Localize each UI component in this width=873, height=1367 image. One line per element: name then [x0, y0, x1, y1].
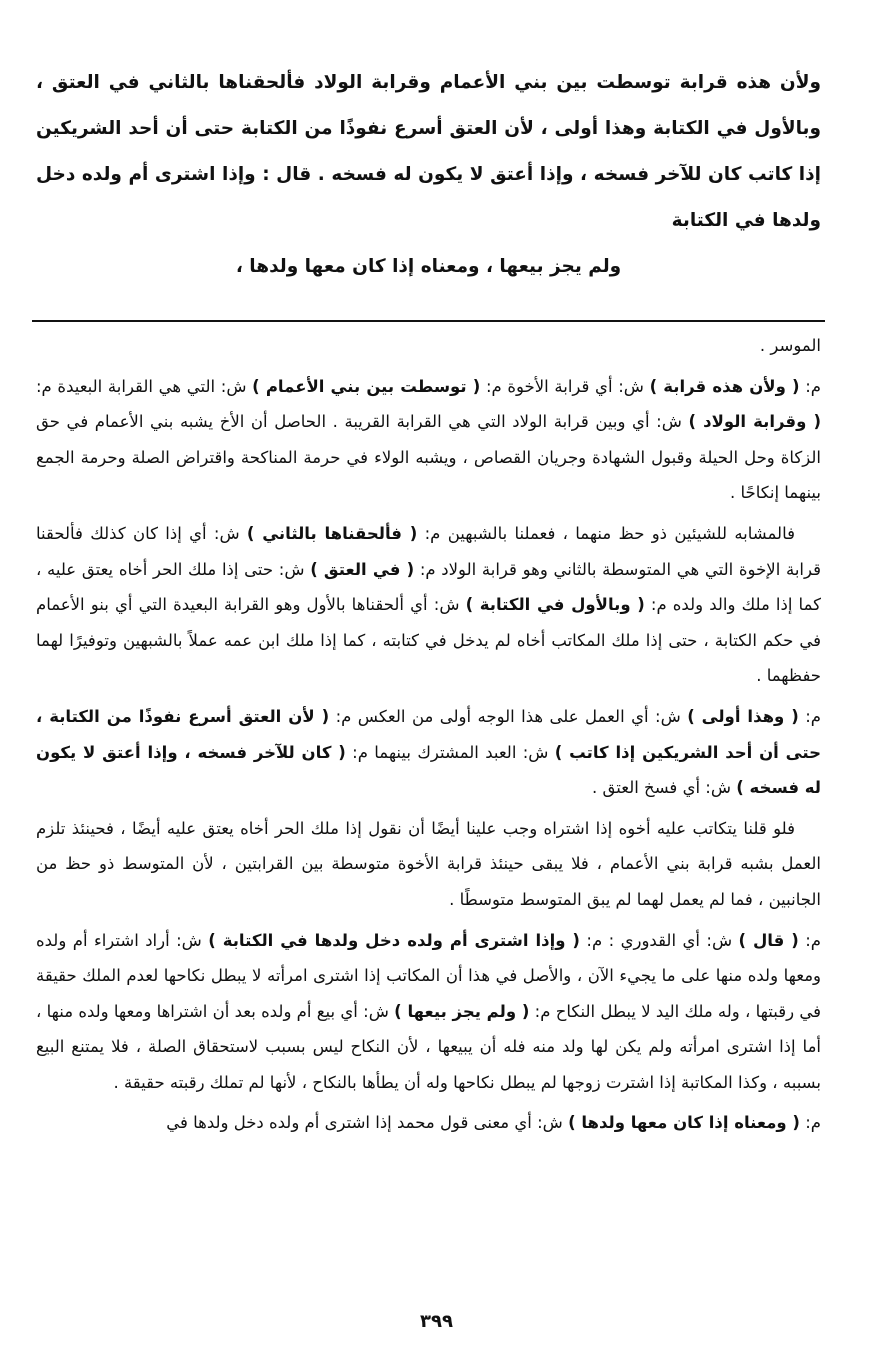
commentary-text: ش: أي معنى قول محمد إذا اشترى أم ولده دخل ولدها في — [166, 1113, 569, 1133]
matn-quote: ( ولأن هذه قرابة ) — [649, 376, 800, 396]
commentary-text: فلو قلنا يتكاتب عليه أخوه إذا اشتراه وجب علينا أيضًا أن نقول إذا ملك الحر أخاه يعتق عليه أيضًا ، فحينئذ تلزم العمل بشبه قرابة بني الأعمام ، فلا يبقى حينئذ قرابة الأخوة متوسطة بين القرابتين ، لأن المتوسط ذو حظ من الجانبين ، فما لم يعمل لهما لم يبق المتوسط متوسطًا . — [36, 818, 821, 909]
commentary-text: م: — [798, 706, 821, 726]
commentary-text: ش: التي هي القرابة البعيدة م: — [36, 376, 253, 396]
matn-quote: ( فألحقناها بالثاني ) — [246, 523, 418, 543]
commentary-text: ش: أي إذا كان كذلك فألحقنا قرابة الإخوة التي هي المتوسطة بالثاني وهو قرابة الولاد م: — [36, 523, 821, 579]
commentary-text: ش: أي فسخ العتق . — [592, 778, 737, 798]
matn-quote: ( ولم يجز بيعها ) — [394, 1001, 530, 1021]
sharh-paragraph-2 — [36, 516, 821, 694]
commentary-text: م: — [799, 376, 821, 396]
commentary-text: ش: حتى إذا ملك الحر أخاه يعتق عليه ، كما إذا ملك والد ولده م: — [36, 559, 821, 615]
sharh-paragraph-4 — [36, 811, 821, 918]
book-page — [36, 60, 821, 1146]
commentary-text: ش: أي وبين قرابة الولاد التي هي القرابة القريبة . الحاصل أن الأخ يشبه بني الأعمام في حق الزكاة وحل الحيلة وقبول الشهادة وجريان القصاص ، ويشبه الولاء في حرمة المناكحة واقتراض الصلة وحرمة الجمع بينهما إنكاحًا . — [36, 412, 821, 503]
matn-quote: ( قال ) — [738, 930, 799, 950]
commentary-text: ش: أي القدوري : م: — [579, 930, 739, 950]
page-number: ٣٩٩ — [420, 1311, 453, 1332]
commentary-text: ش: أي قرابة الأخوة م: — [480, 376, 650, 396]
matn-text — [36, 60, 821, 290]
matn-quote: ( وهذا أولى ) — [687, 706, 799, 726]
matn-quote: ( وبالأول في الكتابة ) — [465, 595, 645, 615]
matn-quote: ( لأن العتق أسرع نفوذًا من الكتابة ، حتى أن أحد الشريكين إذا كاتب ) — [36, 706, 821, 762]
sharh-paragraph-5 — [36, 923, 821, 1101]
commentary-text: ش: العبد المشترك بينهما م: — [345, 742, 555, 762]
matn-paragraph: ولأن هذه قرابة توسطت بين بني الأعمام وقرابة الولاد فألحقناها بالثاني في العتق ، وبالأول في الكتابة وهذا أولى ، لأن العتق أسرع نفوذًا من الكتابة حتى أن أحد الشريكين إذا كاتب كان للآخر فسخه ، وإذا أعتق لا يكون له فسخه . قال : وإذا اشترى أم ولده دخل ولدها في الكتابة — [36, 72, 821, 231]
commentary-text: ش: أي ألحقناها بالأول وهو القرابة البعيدة التي أي بنو الأعمام في حكم الكتابة ، حتى إذا ملك المكاتب أخاه لم يدخل في كتابته ، كما إذا ملك ابن عمه عملاً بالشبهين وتوفيرًا لهما حفظهما . — [36, 595, 821, 686]
separator-rule — [32, 320, 825, 322]
commentary-text: فالمشابه للشيئين ذو حظ منهما ، فعملنا بالشبهين م: — [417, 523, 795, 543]
matn-quote: ( في العتق ) — [310, 559, 415, 579]
commentary-text: ش: أي بيع أم ولده بعد أن اشتراها ومعها ولده منها ، أما إذا اشترى امرأته ولم يكن لها ولد منه فله أن يبيعها ، لأن النكاح ليس بسبب لاستحقاق الصلة ، فلا يمتنع البيع بسببه ، وكذا المكاتبة إذا اشترت زوجها لم يبطل نكاحها وله أن يطأها بالنكاح ، لأنها لم تملك رقبته حقيقة . — [36, 1001, 821, 1092]
matn-quote: ( كان للآخر فسخه ، وإذا أعتق لا يكون له فسخه ) — [36, 742, 821, 798]
commentary-text: م: — [798, 930, 821, 950]
sharh-paragraph-3 — [36, 699, 821, 806]
commentary-text: ش: أراد اشتراء أم ولده ومعها ولده منها على ما يجيء الآن ، والأصل في هذا أن المكاتب إذا اشترى امرأته لا يبطل نكاحها لعدم الملك حقيقة في رقبتها ، وله ملك اليد لا يبطل النكاح م: — [36, 930, 822, 1021]
sharh-line-0: الموسر . — [759, 336, 821, 355]
sharh-paragraph-1 — [36, 369, 821, 511]
matn-quote: ( ومعناه إذا كان معها ولدها ) — [568, 1113, 800, 1133]
matn-last-line: ولم يجز بيعها ، ومعناه إذا كان معها ولدها ، — [235, 256, 622, 277]
matn-quote: ( وقرابة الولاد ) — [688, 412, 821, 432]
commentary-text: ش: أي العمل على هذا الوجه أولى من العكس م: — [329, 706, 688, 726]
commentary-text: م: — [799, 1113, 821, 1133]
matn-quote: ( وإذا اشترى أم ولده دخل ولدها في الكتابة ) — [208, 930, 580, 950]
matn-quote: ( توسطت بين بني الأعمام ) — [252, 376, 481, 396]
sharh-paragraph-6 — [36, 1105, 821, 1141]
